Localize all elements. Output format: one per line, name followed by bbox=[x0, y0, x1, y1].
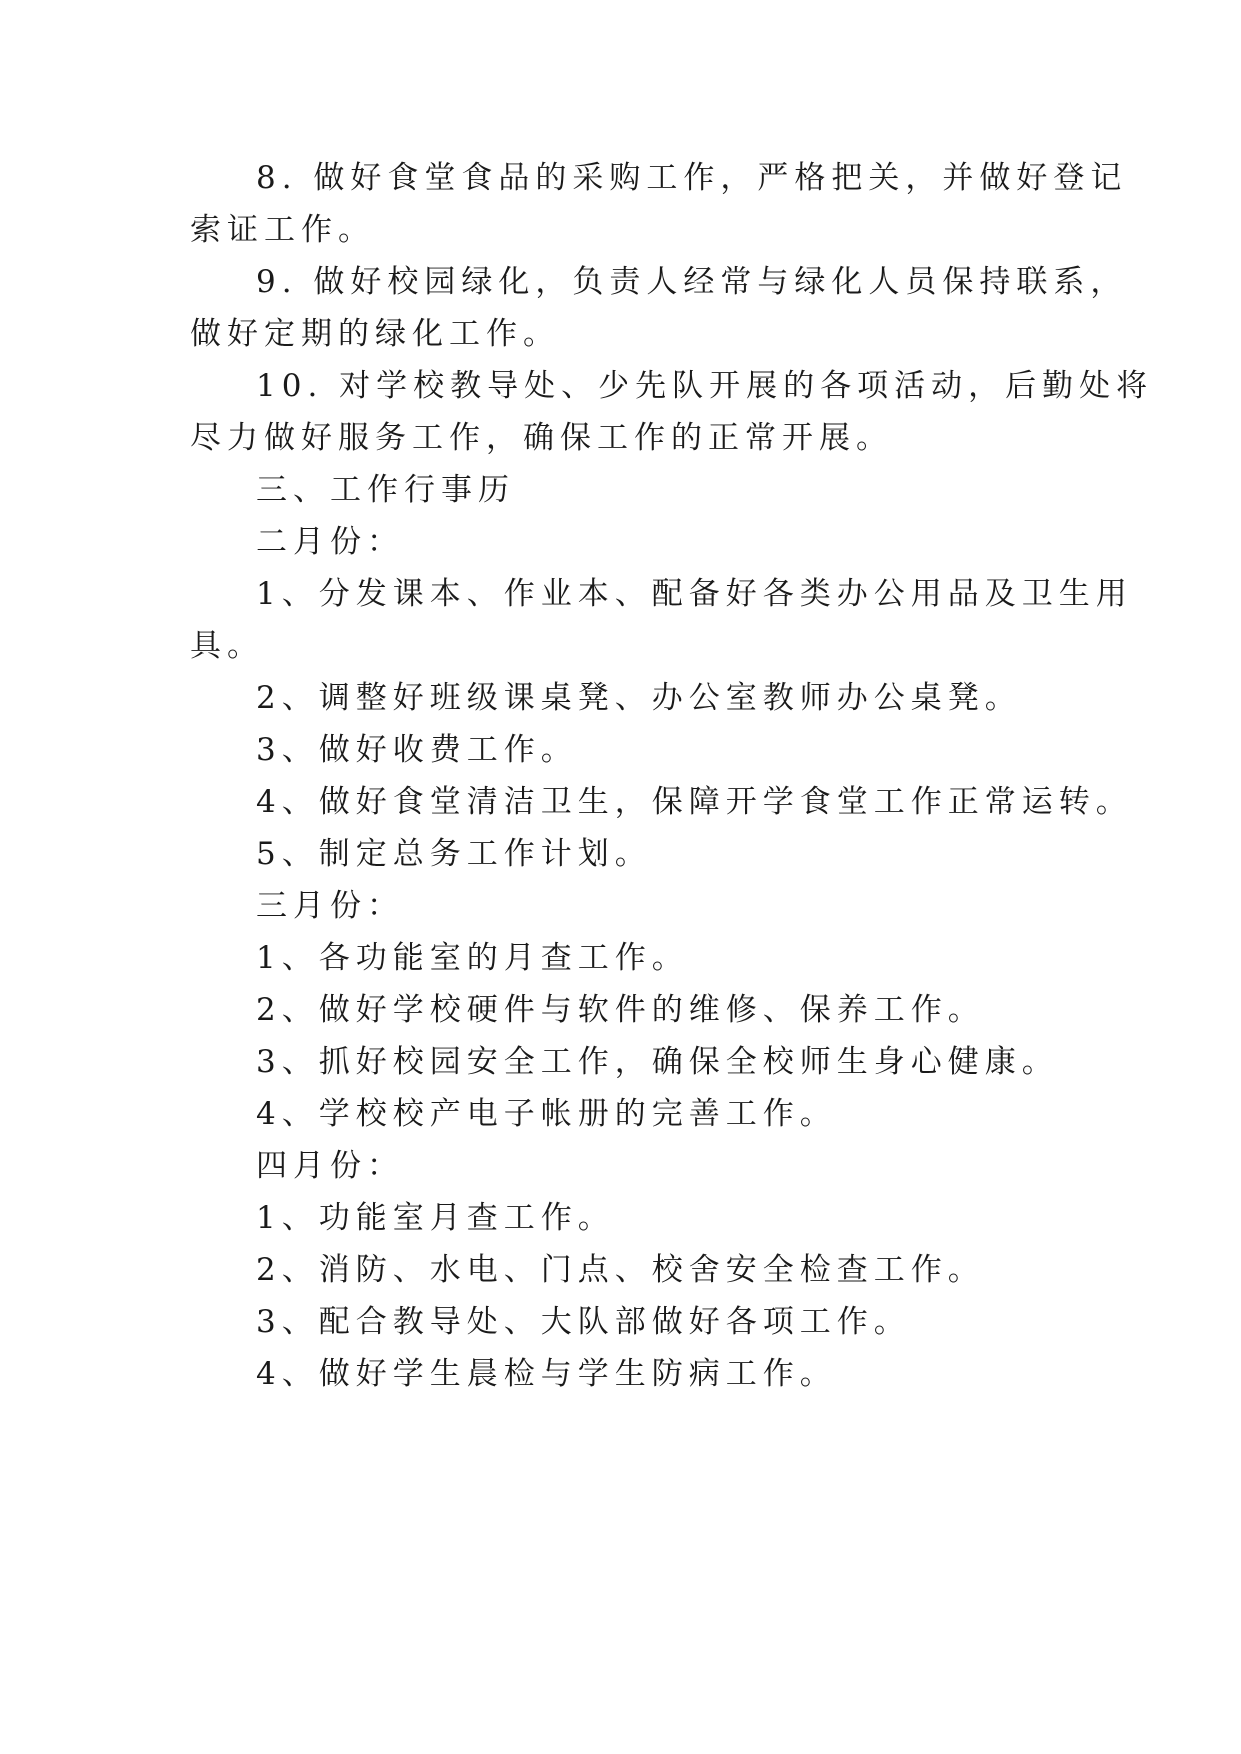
item-9-line-2: 做好定期的绿化工作。 bbox=[190, 316, 560, 352]
mar-item-3: 3、抓好校园安全工作，确保全校师生身心健康。 bbox=[256, 1044, 1059, 1080]
apr-item-3: 3、配合教导处、大队部做好各项工作。 bbox=[256, 1304, 911, 1340]
feb-item-1-line-2: 具。 bbox=[190, 628, 264, 664]
feb-item-1-line-1: 1、分发课本、作业本、配备好各类办公用品及卫生用 bbox=[256, 576, 1133, 612]
month-february-heading: 二月份： bbox=[256, 524, 404, 560]
item-10-line-1: 10. 对学校教导处、少先队开展的各项活动，后勤处将 bbox=[256, 368, 1154, 404]
feb-item-5: 5、制定总务工作计划。 bbox=[256, 836, 652, 872]
feb-item-3: 3、做好收费工作。 bbox=[256, 732, 578, 768]
apr-item-1: 1、功能室月查工作。 bbox=[256, 1200, 615, 1236]
month-april-heading: 四月份： bbox=[256, 1148, 404, 1184]
apr-item-2: 2、消防、水电、门点、校舍安全检查工作。 bbox=[256, 1252, 985, 1288]
item-8-line-1: 8. 做好食堂食品的采购工作，严格把关，并做好登记 bbox=[256, 160, 1128, 196]
apr-item-4: 4、做好学生晨检与学生防病工作。 bbox=[256, 1356, 837, 1392]
item-10-line-2: 尽力做好服务工作，确保工作的正常开展。 bbox=[190, 420, 893, 456]
month-march-heading: 三月份： bbox=[256, 888, 404, 924]
feb-item-4: 4、做好食堂清洁卫生，保障开学食堂工作正常运转。 bbox=[256, 784, 1133, 820]
section-heading: 三、工作行事历 bbox=[256, 472, 515, 508]
feb-item-2: 2、调整好班级课桌凳、办公室教师办公桌凳。 bbox=[256, 680, 1022, 716]
mar-item-2: 2、做好学校硬件与软件的维修、保养工作。 bbox=[256, 992, 985, 1028]
item-9-line-1: 9. 做好校园绿化，负责人经常与绿化人员保持联系， bbox=[256, 264, 1128, 300]
mar-item-4: 4、学校校产电子帐册的完善工作。 bbox=[256, 1096, 837, 1132]
item-8-line-2: 索证工作。 bbox=[190, 212, 375, 248]
mar-item-1: 1、各功能室的月查工作。 bbox=[256, 940, 689, 976]
